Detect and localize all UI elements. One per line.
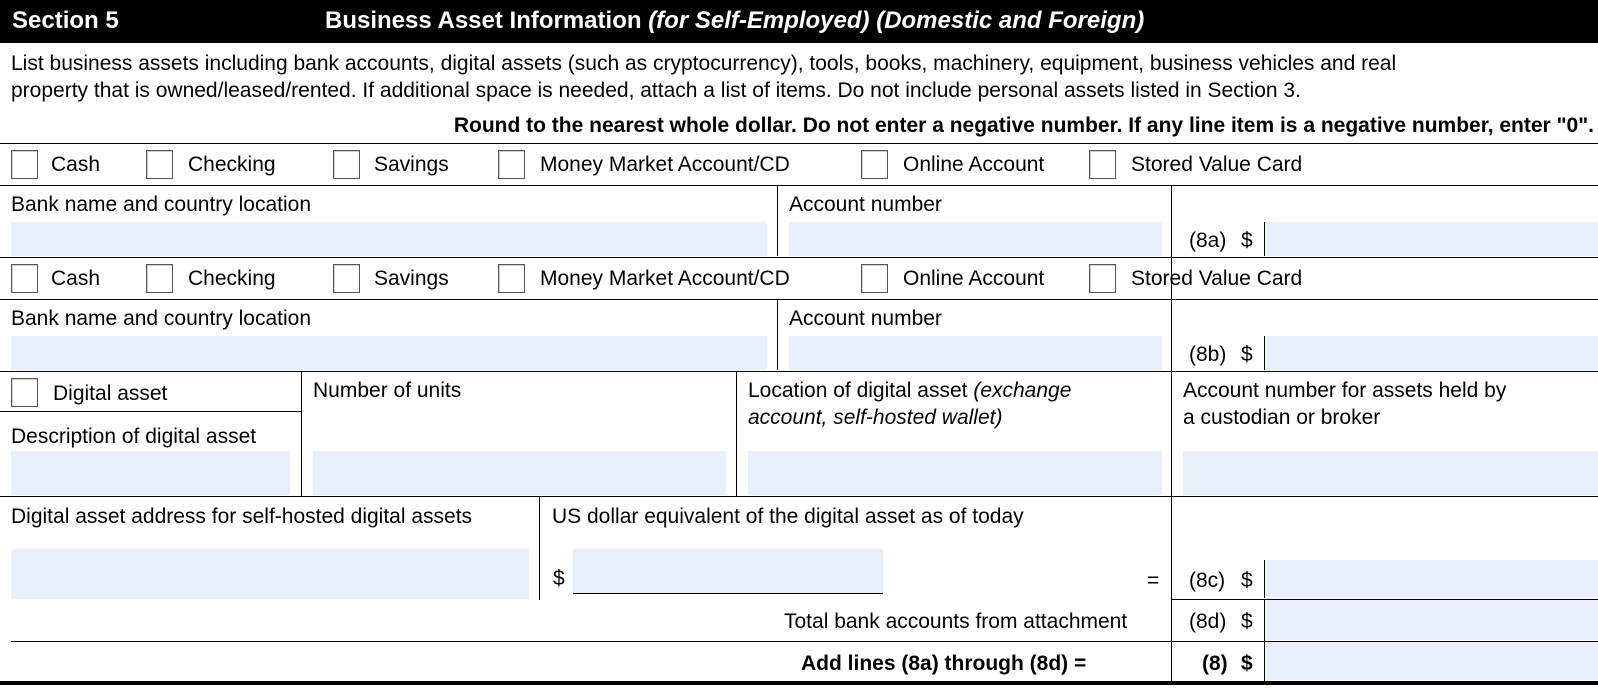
checkbox-label-cash: Cash xyxy=(51,267,101,290)
divider xyxy=(0,371,1598,372)
account-number-label: Account number xyxy=(789,193,942,216)
checkbox-label-savings: Savings xyxy=(374,267,449,290)
line-8a-label: (8a) xyxy=(1189,229,1227,252)
checkbox-label-savings: Savings xyxy=(374,153,449,176)
checkbox-checking-2[interactable] xyxy=(146,264,173,293)
account-number-field-2[interactable] xyxy=(789,336,1162,370)
bank-name-label: Bank name and country location xyxy=(11,193,312,216)
checkbox-label-checking: Checking xyxy=(188,267,276,290)
location-label-line-2: account, self-hosted wallet) xyxy=(748,406,1003,429)
divider xyxy=(0,185,1598,186)
units-label: Number of units xyxy=(313,379,462,402)
section-label: Section 5 xyxy=(12,7,119,34)
line-8c-label: (8c) xyxy=(1189,569,1226,592)
checkbox-cash-2[interactable] xyxy=(11,264,38,293)
dollar-sign: $ xyxy=(553,567,565,590)
checkbox-online-account-2[interactable] xyxy=(861,264,888,293)
divider xyxy=(301,371,302,496)
divider xyxy=(0,496,1598,497)
checkbox-label-stored-value: Stored Value Card xyxy=(1131,267,1303,290)
usd-label: US dollar equivalent of the digital asset as of today xyxy=(552,505,1024,528)
checkbox-cash-1[interactable] xyxy=(11,150,38,179)
bank-name-field-1[interactable] xyxy=(11,222,767,256)
checkbox-label-stored-value: Stored Value Card xyxy=(1131,153,1303,176)
divider xyxy=(0,299,1598,300)
dollar-sign: $ xyxy=(1241,652,1253,675)
divider xyxy=(1264,600,1265,642)
dollar-sign: $ xyxy=(1241,569,1253,592)
section-title-italic: (for Self-Employed) (Domestic and Foreign) xyxy=(648,7,1145,34)
divider xyxy=(539,496,540,600)
attachment-total-label: Total bank accounts from attachment xyxy=(784,610,1128,633)
location-label-text: Location of digital asset xyxy=(748,379,968,402)
account-number-field-1[interactable] xyxy=(789,222,1162,256)
divider xyxy=(1171,371,1172,496)
amount-field-8c[interactable] xyxy=(1266,560,1598,598)
bank-name-field-2[interactable] xyxy=(11,336,767,370)
divider xyxy=(0,411,301,412)
amount-field-8b[interactable] xyxy=(1266,336,1598,370)
amount-field-8d[interactable] xyxy=(1266,600,1598,640)
address-label: Digital asset address for self-hosted digital assets xyxy=(11,505,473,528)
usd-value-field[interactable] xyxy=(573,549,883,593)
divider xyxy=(1264,222,1265,256)
divider xyxy=(1264,336,1265,370)
checkbox-money-market-2[interactable] xyxy=(498,264,525,293)
divider xyxy=(1171,496,1172,642)
description-field[interactable] xyxy=(11,451,290,495)
checkbox-label-online-account: Online Account xyxy=(903,267,1045,290)
line-8d-label: (8d) xyxy=(1189,610,1227,633)
intro-line-1: List business assets including bank accounts, digital assets (such as cryptocurrency), tools, books, machinery, equipment, business vehicles and real xyxy=(11,52,1397,75)
dollar-sign: $ xyxy=(1241,229,1253,252)
divider xyxy=(0,257,1598,258)
divider xyxy=(1264,641,1265,681)
section-title-main: Business Asset Information xyxy=(325,7,642,34)
divider xyxy=(1171,299,1172,371)
checkbox-digital-asset[interactable] xyxy=(11,378,38,407)
bottom-rule xyxy=(0,681,1598,685)
checkbox-savings-2[interactable] xyxy=(333,264,360,293)
description-label: Description of digital asset xyxy=(11,425,257,448)
checkbox-money-market-1[interactable] xyxy=(498,150,525,179)
checkbox-online-account-1[interactable] xyxy=(861,150,888,179)
line-8b-label: (8b) xyxy=(1189,343,1227,366)
checkbox-label-money-market: Money Market Account/CD xyxy=(540,267,790,290)
checkbox-label-checking: Checking xyxy=(188,153,276,176)
divider xyxy=(0,143,1598,144)
rounding-instruction: Round to the nearest whole dollar. Do not enter a negative number. If any line item is a negative number, enter "0". xyxy=(453,114,1594,137)
section-title xyxy=(325,9,1144,33)
divider xyxy=(736,371,737,496)
location-label xyxy=(748,380,1071,401)
location-field[interactable] xyxy=(748,451,1162,495)
amount-field-8a[interactable] xyxy=(1266,222,1598,256)
add-lines-label: Add lines (8a) through (8d) = xyxy=(801,652,1087,675)
checkbox-label-online-account: Online Account xyxy=(903,153,1045,176)
divider xyxy=(1171,641,1172,681)
divider xyxy=(777,299,778,370)
checkbox-label-money-market: Money Market Account/CD xyxy=(540,153,790,176)
dollar-sign: $ xyxy=(1241,610,1253,633)
dollar-sign: $ xyxy=(1241,343,1253,366)
amount-field-8-total[interactable] xyxy=(1266,642,1598,680)
checkbox-checking-1[interactable] xyxy=(146,150,173,179)
location-label-italic: (exchange xyxy=(973,379,1072,402)
custodian-account-field[interactable] xyxy=(1183,451,1598,495)
intro-line-2: property that is owned/leased/rented. If additional space is needed, attach a list of items. Do not include personal assets listed in Section 3. xyxy=(11,79,1301,102)
divider xyxy=(777,185,778,256)
checkbox-label-cash: Cash xyxy=(51,153,101,176)
custodian-label-line-1: Account number for assets held by xyxy=(1183,379,1507,402)
checkbox-stored-value-1[interactable] xyxy=(1089,150,1116,179)
line-8-label: (8) xyxy=(1202,652,1228,675)
usd-underline xyxy=(573,593,883,594)
equals-sign: = xyxy=(1147,569,1160,592)
address-field[interactable] xyxy=(11,549,529,599)
digital-asset-label: Digital asset xyxy=(53,382,168,405)
custodian-label-line-2: a custodian or broker xyxy=(1183,406,1381,429)
divider xyxy=(1264,560,1265,598)
account-number-label: Account number xyxy=(789,307,942,330)
checkbox-stored-value-2[interactable] xyxy=(1089,264,1116,293)
units-field[interactable] xyxy=(313,451,726,495)
bank-name-label: Bank name and country location xyxy=(11,307,312,330)
checkbox-savings-1[interactable] xyxy=(333,150,360,179)
